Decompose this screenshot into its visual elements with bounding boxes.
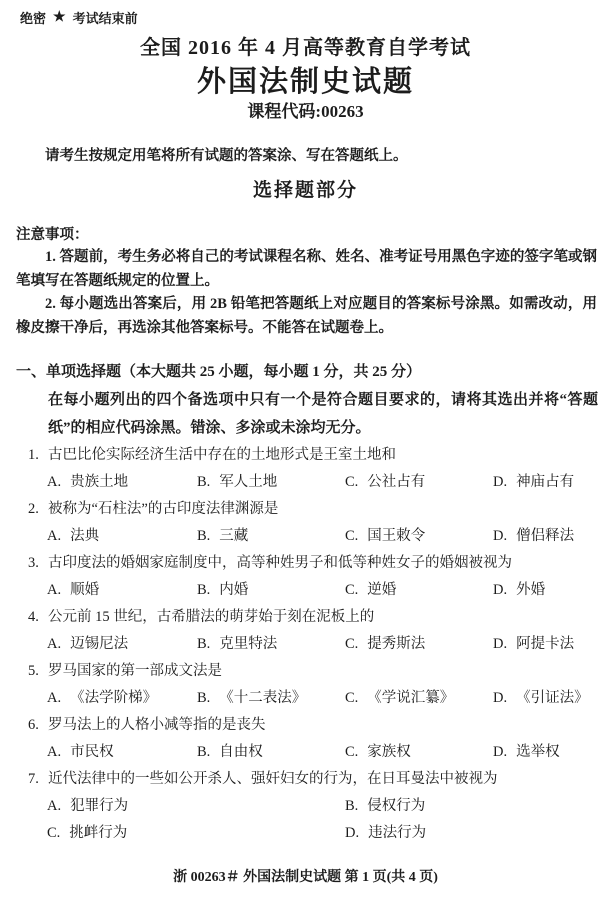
option-label: A. xyxy=(47,690,62,706)
note-item-2: 2. 每小题选出答案后，用 2B 铅笔把答题纸上对应题目的答案标号涂黑。如需改动，用橡皮擦干净后，再选涂其他答案标号。不能答在试题卷上。 xyxy=(16,296,597,336)
question-stem-row xyxy=(28,550,611,577)
option-label: C. xyxy=(345,744,359,760)
option-label: A. xyxy=(47,582,62,598)
question-stem-row xyxy=(28,496,611,523)
pen-instruction: 请考生按规定用笔将所有试题的答案涂、写在答题纸上。 xyxy=(45,148,408,164)
option-a xyxy=(47,685,197,712)
option-label: D. xyxy=(493,528,508,544)
question-stem-row xyxy=(28,442,611,469)
question-options xyxy=(28,685,611,712)
option-text: 犯罪行为 xyxy=(70,798,129,814)
option-text: 克里特法 xyxy=(219,636,278,652)
question-7 xyxy=(0,766,611,847)
option-c xyxy=(345,685,493,712)
option-label: C. xyxy=(345,636,359,652)
classification-note: 考试结束前 xyxy=(72,10,138,26)
option-label: D. xyxy=(493,582,508,598)
option-a xyxy=(47,577,197,604)
option-a xyxy=(47,739,197,766)
option-b xyxy=(197,523,345,550)
question-text: 罗马国家的第一部成文法是 xyxy=(48,663,222,679)
option-b xyxy=(197,577,345,604)
page-footer: 浙 00263＃ 外国法制史试题 第 1 页(共 4 页) xyxy=(173,870,438,885)
question-text: 被称为“石柱法”的古印度法律渊源是 xyxy=(48,501,279,517)
part-heading: 一、单项选择题（本大题共 25 小题，每小题 1 分，共 25 分） xyxy=(16,364,422,380)
option-c xyxy=(345,577,493,604)
option-d xyxy=(493,469,611,496)
option-text: 《学说汇纂》 xyxy=(367,690,455,706)
question-1 xyxy=(0,442,611,496)
option-text: 违法行为 xyxy=(368,825,427,841)
section-heading: 选择题部分 xyxy=(252,180,358,201)
option-label: B. xyxy=(197,744,211,760)
star-icon: ★ xyxy=(53,9,66,25)
option-c xyxy=(47,820,345,847)
question-options xyxy=(28,739,611,766)
option-label: B. xyxy=(197,528,211,544)
question-text: 古巴比伦实际经济生活中存在的土地形式是王室土地和 xyxy=(48,447,396,463)
option-text: 《引证法》 xyxy=(516,690,589,706)
option-text: 家族权 xyxy=(367,744,411,760)
question-5 xyxy=(0,658,611,712)
option-text: 《十二表法》 xyxy=(219,690,307,706)
question-stem-row xyxy=(28,658,611,685)
option-text: 自由权 xyxy=(219,744,263,760)
option-label: D. xyxy=(493,744,508,760)
option-text: 贵族土地 xyxy=(70,474,129,490)
option-label: A. xyxy=(47,798,62,814)
notes-block xyxy=(16,224,597,340)
option-d xyxy=(493,685,611,712)
question-stem-row xyxy=(28,766,611,793)
option-label: A. xyxy=(47,528,62,544)
option-label: C. xyxy=(345,528,359,544)
option-label: C. xyxy=(345,474,359,490)
classification-label: 绝密 xyxy=(20,10,47,26)
option-d xyxy=(493,523,611,550)
question-text: 古印度法的婚姻家庭制度中，高等种姓男子和低等种姓女子的婚姻被视为 xyxy=(48,555,512,571)
option-label: D. xyxy=(493,474,508,490)
question-stem-row xyxy=(28,604,611,631)
option-text: 侵权行为 xyxy=(367,798,426,814)
option-text: 《法学阶梯》 xyxy=(70,690,158,706)
question-2 xyxy=(0,496,611,550)
option-text: 顺婚 xyxy=(70,582,100,598)
option-text: 国王敕令 xyxy=(367,528,426,544)
option-d xyxy=(493,577,611,604)
option-text: 内婚 xyxy=(219,582,249,598)
option-text: 公社占有 xyxy=(367,474,426,490)
option-d xyxy=(345,820,611,847)
option-text: 选举权 xyxy=(516,744,560,760)
option-b xyxy=(197,469,345,496)
option-c xyxy=(345,631,493,658)
option-a xyxy=(47,469,197,496)
question-options xyxy=(28,469,611,496)
question-number: 5. xyxy=(28,663,39,679)
question-number: 1. xyxy=(28,447,39,463)
option-label: A. xyxy=(47,474,62,490)
option-c xyxy=(345,523,493,550)
question-number: 6. xyxy=(28,717,39,733)
question-6 xyxy=(0,712,611,766)
option-text: 提秀斯法 xyxy=(367,636,426,652)
option-text: 逆婚 xyxy=(367,582,397,598)
part-instruction: 在每小题列出的四个备选项中只有一个是符合题目要求的，请将其选出并将“答题纸”的相应代码涂黑。错涂、多涂或未涂均无分。 xyxy=(48,392,598,436)
option-b xyxy=(197,685,345,712)
question-stem-row xyxy=(28,712,611,739)
option-label: B. xyxy=(197,636,211,652)
option-label: A. xyxy=(47,744,62,760)
option-a xyxy=(47,631,197,658)
question-number: 7. xyxy=(28,771,39,787)
option-a xyxy=(47,793,345,820)
option-label: B. xyxy=(197,690,211,706)
exam-session: 全国 2016 年 4 月高等教育自学考试 xyxy=(140,37,471,59)
option-d xyxy=(493,631,611,658)
option-text: 神庙占有 xyxy=(516,474,575,490)
option-label: C. xyxy=(47,825,61,841)
option-text: 挑衅行为 xyxy=(69,825,128,841)
option-text: 外婚 xyxy=(516,582,546,598)
question-options xyxy=(28,523,611,550)
question-text: 近代法律中的一些如公开杀人、强奸妇女的行为，在日耳曼法中被视为 xyxy=(48,771,498,787)
page-title: 外国法制史试题 xyxy=(196,66,414,98)
course-code: 课程代码:00263 xyxy=(247,102,364,121)
question-number: 2. xyxy=(28,501,39,517)
option-b xyxy=(197,631,345,658)
option-d xyxy=(493,739,611,766)
question-text: 公元前 15 世纪，古希腊法的萌芽始于刻在泥板上的 xyxy=(48,609,375,625)
note-item-1: 1. 答题前，考生务必将自己的考试课程名称、姓名、准考证号用黑色字迹的签字笔或钢笔填写在答题纸规定的位置上。 xyxy=(16,249,597,289)
option-text: 军人土地 xyxy=(219,474,278,490)
option-label: D. xyxy=(493,690,508,706)
option-label: D. xyxy=(493,636,508,652)
option-text: 阿提卡法 xyxy=(516,636,575,652)
option-label: C. xyxy=(345,582,359,598)
classification-banner xyxy=(20,8,611,26)
question-4 xyxy=(0,604,611,658)
option-b xyxy=(197,739,345,766)
question-list xyxy=(0,442,611,847)
option-b xyxy=(345,793,611,820)
option-text: 三藏 xyxy=(219,528,249,544)
option-label: D. xyxy=(345,825,360,841)
option-label: B. xyxy=(345,798,359,814)
notes-heading: 注意事项： xyxy=(16,227,89,243)
option-text: 迈锡尼法 xyxy=(70,636,129,652)
question-options xyxy=(28,631,611,658)
question-3 xyxy=(0,550,611,604)
option-text: 法典 xyxy=(70,528,100,544)
question-number: 4. xyxy=(28,609,39,625)
option-label: B. xyxy=(197,474,211,490)
question-number: 3. xyxy=(28,555,39,571)
question-text: 罗马法上的人格小减等指的是丧失 xyxy=(48,717,266,733)
option-label: B. xyxy=(197,582,211,598)
option-label: A. xyxy=(47,636,62,652)
option-c xyxy=(345,739,493,766)
question-options xyxy=(28,577,611,604)
option-label: C. xyxy=(345,690,359,706)
option-text: 僧侣释法 xyxy=(516,528,575,544)
option-c xyxy=(345,469,493,496)
option-text: 市民权 xyxy=(70,744,114,760)
question-options xyxy=(28,793,611,847)
option-a xyxy=(47,523,197,550)
